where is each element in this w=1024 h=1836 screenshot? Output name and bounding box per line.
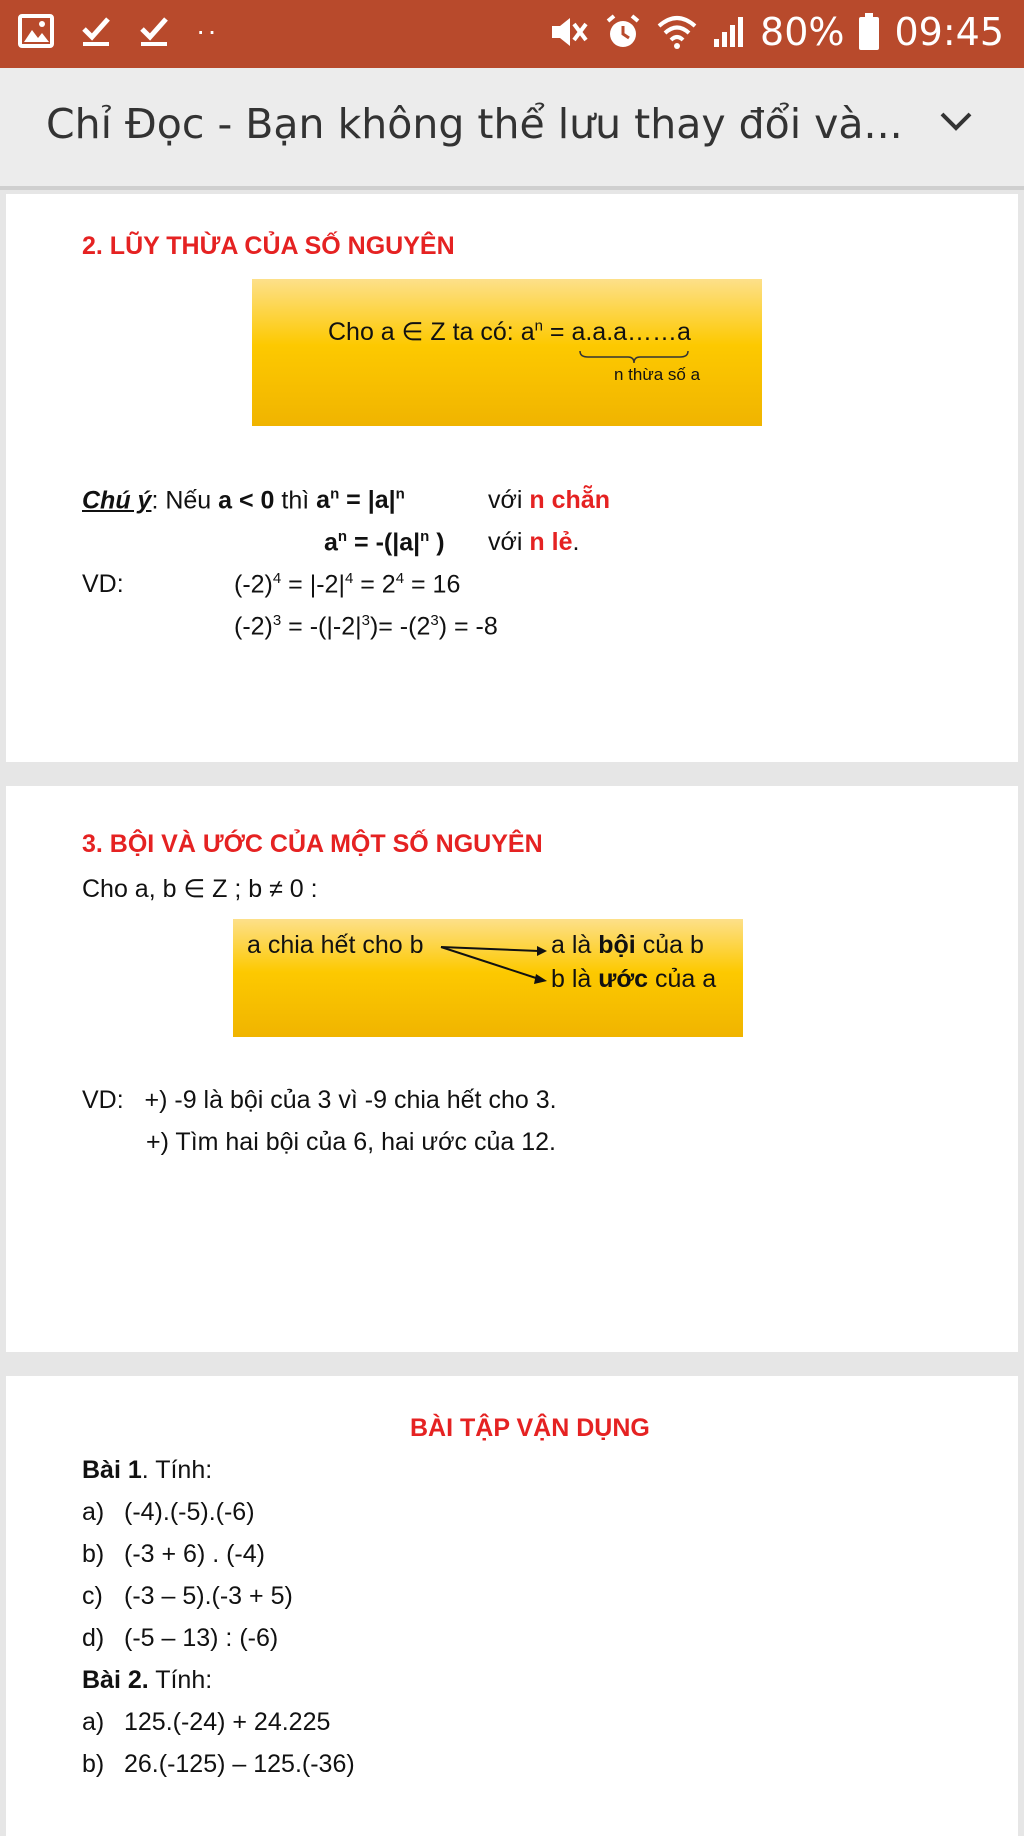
mute-icon <box>550 14 590 50</box>
exercise-item: a) <box>82 1498 105 1526</box>
exercise-expression: 26.(-125) – 125.(-36) <box>124 1750 355 1778</box>
slide-heading: 3. BỘI VÀ ƯỚC CỦA MỘT SỐ NGUYÊN <box>82 830 543 858</box>
note-even-case: với n chẵn <box>488 486 610 514</box>
note-line-1: Chú ý: Nếu a < 0 thì $a^n = |a|^n$ <box>82 486 405 515</box>
multiple-result: a là bội của b <box>551 931 704 959</box>
slide-1[interactable] <box>6 194 1018 762</box>
exercise-item: b) <box>82 1540 105 1568</box>
status-bar <box>0 0 1024 68</box>
slide-3[interactable] <box>6 1376 1018 1836</box>
chevron-down-icon[interactable] <box>938 110 974 139</box>
exercise-1-title: Bài 1. Tính: <box>82 1456 213 1484</box>
definition-box <box>233 919 743 1037</box>
divisor-result: b là ước của a <box>551 965 717 993</box>
divisibility-condition: a chia hết cho b <box>247 931 424 959</box>
example-1: VD: +) -9 là bội của 3 vì -9 chia hết cho 3. <box>82 1086 557 1114</box>
note-odd-case: với n lẻ. <box>488 528 580 556</box>
slide-heading: BÀI TẬP VẬN DỤNG <box>410 1414 650 1442</box>
more-notifications-dots: ·· <box>196 15 219 46</box>
exercise-2-title: Bài 2. Tính: <box>82 1666 213 1694</box>
exercise-item: d) <box>82 1624 105 1652</box>
example-label: VD: <box>82 570 124 598</box>
download-done-icon <box>80 15 112 47</box>
power-definition: Cho a ∈ Z ta có: $a^n$ = a.a.a……a <box>328 317 691 346</box>
arrows-icon <box>439 939 549 989</box>
exercise-expression: 125.(-24) + 24.225 <box>124 1708 331 1736</box>
clock-time: 09:45 <box>894 10 1004 54</box>
signal-icon <box>712 15 746 49</box>
underbrace-icon <box>578 349 690 365</box>
exercise-expression: (-5 – 13) : (-6) <box>124 1624 279 1652</box>
battery-icon <box>858 13 880 51</box>
battery-percent: 80% <box>760 10 845 54</box>
alarm-icon <box>604 13 642 51</box>
exercise-item: c) <box>82 1582 103 1610</box>
read-only-banner[interactable] <box>0 68 1024 190</box>
example-2: $(-2)^3 = -(|-2|^3)= -(2^3) = -8$ <box>234 612 498 641</box>
example-2: +) Tìm hai bội của 6, hai ước của 12. <box>146 1128 556 1156</box>
gallery-icon <box>18 14 54 48</box>
note-line-2: $a^n = -(|a|^n$ ) <box>324 528 445 557</box>
read-only-title: Chỉ Đọc - Bạn không thể lưu thay đổi và... <box>46 100 903 148</box>
exercise-item: b) <box>82 1750 105 1778</box>
brace-label: n thừa số a <box>614 365 701 384</box>
slide-heading: 2. LŨY THỪA CỦA SỐ NGUYÊN <box>82 232 455 260</box>
exercise-item: a) <box>82 1708 105 1736</box>
exercise-expression: (-3 – 5).(-3 + 5) <box>124 1582 293 1610</box>
exercise-expression: (-3 + 6) . (-4) <box>124 1540 265 1568</box>
download-done-icon <box>138 15 170 47</box>
wifi-icon <box>656 14 698 50</box>
definition-box <box>252 279 762 426</box>
exercise-expression: (-4).(-5).(-6) <box>124 1498 255 1526</box>
example-1: $(-2)^4 = |-2|^4 = 2^4 = 16$ <box>234 570 461 599</box>
slide-2[interactable] <box>6 786 1018 1352</box>
intro-text: Cho a, b ∈ Z ; b ≠ 0 : <box>82 875 318 903</box>
